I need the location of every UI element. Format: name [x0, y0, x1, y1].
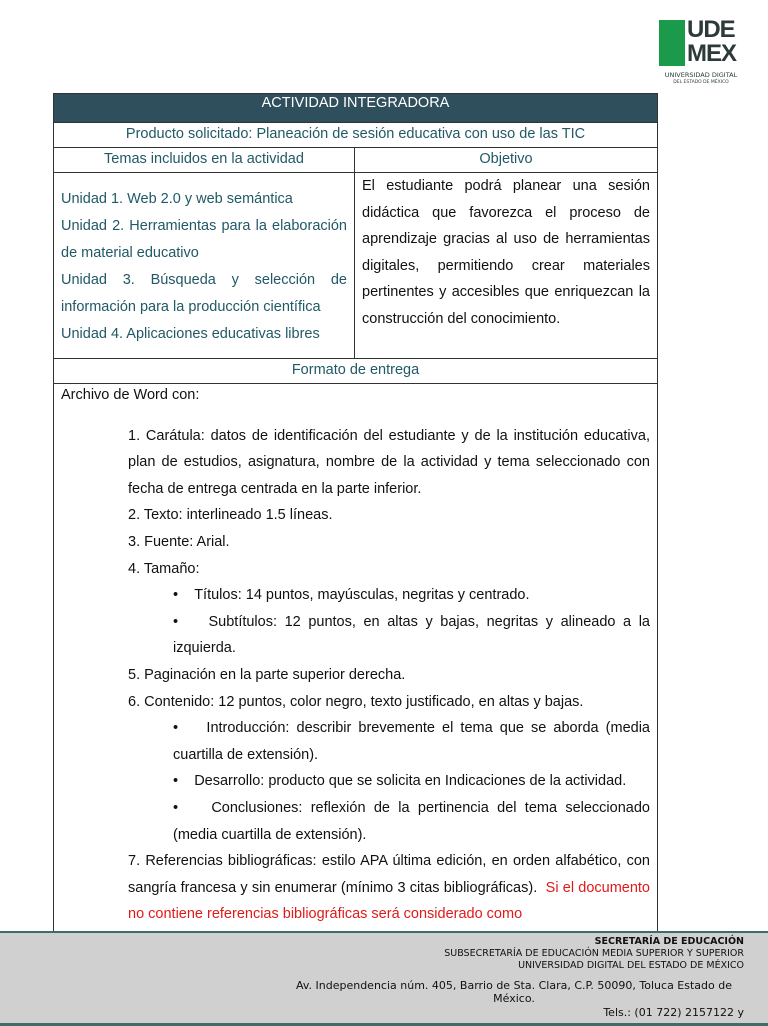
product-requested: Producto solicitado: Planeación de sesión educativa con uso de las TIC: [54, 123, 658, 148]
format-intro: Archivo de Word con:: [61, 387, 200, 403]
bullet-text: Conclusiones: reflexión de la pertinencia del tema seleccionado (media cuartilla de extensión).: [173, 799, 650, 843]
bullet-icon: •: [173, 799, 212, 816]
bullet-icon: •: [173, 613, 209, 630]
bullet-item: [128, 609, 650, 662]
footer-subsecretaria: SUBSECRETARÍA DE EDUCACIÓN MEDIA SUPERIOR Y SUPERIOR: [444, 948, 744, 959]
bullet-text: Títulos: 14 puntos, mayúsculas, negritas y centrado.: [194, 587, 530, 604]
logo-mark-icon: [659, 20, 685, 66]
logo-line1: UDE: [687, 16, 735, 43]
list-item: 3. Fuente: Arial.: [128, 533, 230, 550]
references-text: 7. Referencias bibliográficas: estilo APA última edición, en orden alfabético, con sangría francesa y sin enumerar (mínimo 3 citas bibliográficas).: [128, 853, 650, 896]
list-item: [128, 848, 650, 928]
bullet-item: [128, 582, 650, 609]
bullet-text: Desarrollo: producto que se solicita en Indicaciones de la actividad.: [194, 773, 627, 790]
logo-sub2: DEL ESTADO DE MÉXICO: [673, 80, 729, 85]
unit-item: Unidad 1. Web 2.0 y web semántica: [61, 191, 293, 207]
references-warning: Si el documento no contiene referencias bibliográficas será considerado como: [128, 879, 650, 923]
bullet-icon: •: [173, 720, 207, 737]
format-heading: Formato de entrega: [54, 359, 658, 384]
col-topics-header: Temas incluidos en la actividad: [54, 148, 355, 173]
list-item: 2. Texto: interlineado 1.5 líneas.: [128, 507, 333, 524]
logo-subtitle: [659, 71, 743, 87]
objective-cell: El estudiante podrá planear una sesión didáctica que favorezca el proceso de aprendizaje gracias al uso de herramientas digitales, permitiendo crear materiales pertinentes y accesibles que enriquezcan la construcción del conocimiento.: [355, 173, 658, 359]
logo-wordmark: [687, 18, 736, 66]
units-cell: [54, 173, 355, 359]
udemex-logo: [659, 16, 743, 88]
page-footer: [0, 931, 768, 1026]
unit-item: Unidad 2. Herramientas para la elaboración de material educativo: [61, 218, 347, 261]
bullet-item: [128, 768, 650, 795]
bullet-icon: •: [173, 773, 195, 790]
bullet-text: Subtítulos: 12 puntos, en altas y bajas, negritas y alineado a la izquierda.: [173, 613, 650, 657]
col-objective-header: Objetivo: [355, 148, 658, 173]
list-item: 1. Carátula: datos de identificación del estudiante y de la institución educativa, plan de estudios, asignatura, nombre de la actividad y tema seleccionado con fecha de entrega centrada en la parte inferior.: [128, 427, 650, 497]
list-item: 5. Paginación en la parte superior derecha.: [128, 666, 406, 683]
list-item: 6. Contenido: 12 puntos, color negro, texto justificado, en altas y bajas.: [128, 693, 584, 710]
unit-item: Unidad 4. Aplicaciones educativas libres: [61, 326, 320, 342]
activity-table: [53, 93, 658, 949]
requirements-list: [61, 423, 650, 928]
format-cell: [54, 384, 658, 949]
bullet-text: Introducción: describir brevemente el tema que se aborda (media cuartilla de extensión).: [173, 720, 650, 763]
footer-address: Av. Independencia núm. 405, Barrio de Sta. Clara, C.P. 50090, Toluca Estado de México.: [295, 979, 732, 1005]
footer-secretaria: SECRETARÍA DE EDUCACIÓN: [594, 936, 744, 947]
table-title: ACTIVIDAD INTEGRADORA: [54, 94, 658, 123]
bullet-item: [128, 715, 650, 768]
list-item: 4. Tamaño:: [128, 560, 200, 577]
unit-item: Unidad 3. Búsqueda y selección de información para la producción científica: [61, 272, 347, 315]
footer-university: UNIVERSIDAD DIGITAL DEL ESTADO DE MÉXICO: [518, 960, 744, 971]
footer-phones: Tels.: (01 722) 2157122 y: [603, 1006, 744, 1019]
bullet-icon: •: [173, 587, 195, 604]
logo-sub1: UNIVERSIDAD DIGITAL: [664, 71, 738, 79]
logo-line2: MEX: [687, 40, 737, 67]
bullet-item: [128, 795, 650, 848]
